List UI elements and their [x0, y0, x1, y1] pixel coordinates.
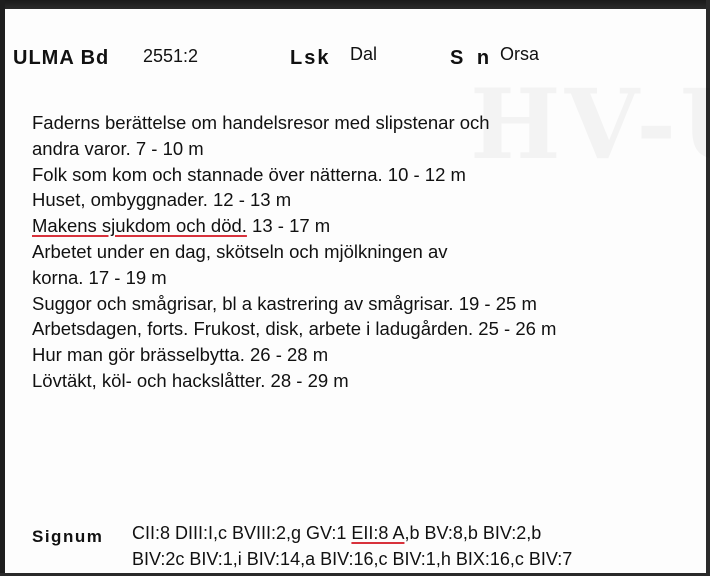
content-line [32, 265, 692, 291]
signum-text: CII:8 DIII:I,c BVIII:2,g GV:1 [132, 523, 352, 543]
landskap-value: Dal [350, 44, 378, 64]
line-text: Arbetsdagen, forts. Frukost, disk, arbete i ladugården. 25 - 26 m [32, 318, 557, 340]
content-line [32, 291, 692, 317]
line-text: Arbetet under en dag, skötseln och mjölkningen av [32, 240, 448, 262]
signum-line [132, 520, 572, 546]
archive-label: ULMA Bd [13, 47, 110, 69]
content-line [32, 239, 692, 265]
socken-value: Orsa [500, 44, 540, 64]
signum-text: BIV:2c BIV:1,i BIV:14,a BIV:16,c BIV:1,h BIX:16,c BIV:7 [132, 549, 573, 569]
line-text: 13 - 17 m [246, 215, 331, 237]
content-line [32, 110, 692, 136]
line-text: Suggor och smågrisar, bl a kastrering av smågrisar. 19 - 25 m [32, 292, 537, 314]
landskap-label: Lsk [290, 47, 331, 69]
content-line [32, 368, 692, 394]
signum-line [132, 546, 572, 572]
signum-codes [132, 520, 572, 572]
socken-label: S n [450, 47, 494, 69]
contents-list [32, 110, 692, 394]
content-line [32, 187, 692, 213]
signum-text: ,b BV:8,b BIV:2,b [404, 523, 542, 543]
content-line [32, 342, 692, 368]
content-line [32, 162, 692, 188]
archive-number: 2551:2 [143, 46, 199, 66]
scan-border-left [0, 0, 5, 576]
line-text: Lövtäkt, köl- och hackslåtter. 28 - 29 m [32, 369, 349, 391]
content-line [32, 136, 692, 162]
line-text: korna. 17 - 19 m [32, 266, 167, 288]
signum-label: Signum [32, 527, 104, 546]
line-text: andra varor. 7 - 10 m [32, 137, 204, 159]
underlined-text: Makens sjukdom och död. [32, 215, 247, 237]
content-line [32, 213, 692, 239]
line-text: Folk som kom och stannade över nätterna. 10 - 12 m [32, 163, 466, 185]
line-text: Hur man gör brässelbytta. 26 - 28 m [32, 344, 329, 366]
signum-underlined-code: EII:8 A [351, 523, 405, 543]
scan-border-top [0, 0, 710, 9]
line-text: Faderns berättelse om handelsresor med slipstenar och [32, 112, 490, 133]
line-text: Huset, ombyggnader. 12 - 13 m [32, 189, 292, 211]
content-line [32, 316, 692, 342]
